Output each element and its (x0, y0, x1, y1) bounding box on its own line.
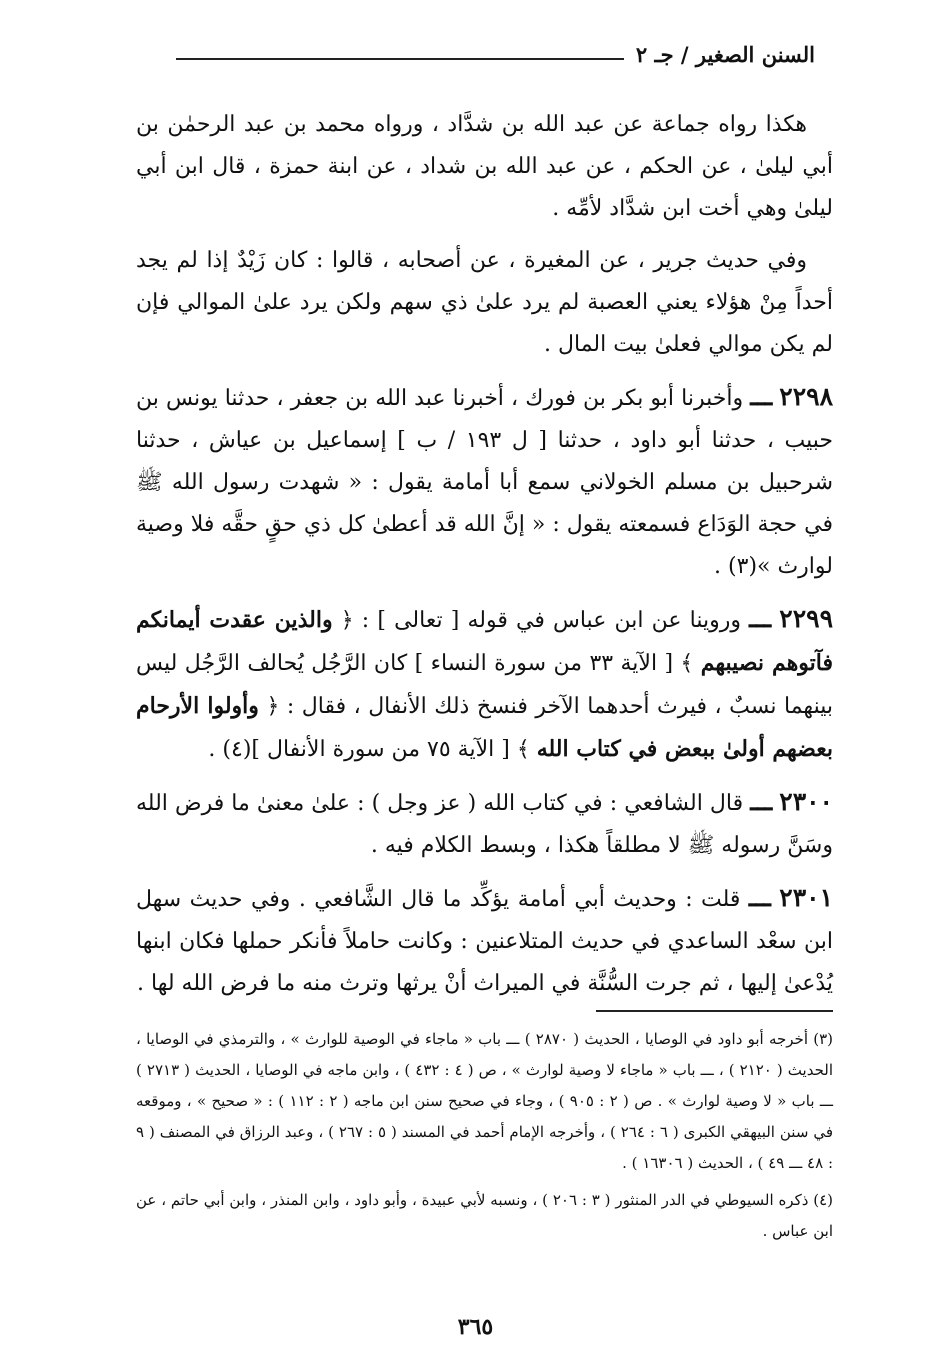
quran-verse-2: وأولوا الأرحام بعضهم أولىٰ ببعض في كتاب الله (136, 693, 833, 762)
hadith-2299 (136, 598, 833, 771)
paragraph-1: هكذا رواه جماعة عن عبد الله بن شدَّاد ، ورواه محمد بن عبد الرحمٰن بن أبي ليلىٰ ، عن الحكم ، عن عبد الله بن شداد ، عن ابنة حمزة ، قال ابن أبي ليلىٰ وهي أخت ابن شدَّاد لأمِّه . (136, 112, 833, 221)
hadith-number-2300: ٢٣٠٠ (779, 787, 833, 816)
hadith-2301 (136, 877, 833, 1005)
hadith-2300 (136, 781, 833, 867)
footnote-4: (٤) ذكره السيوطي في الدر المنثور ( ٣ : ٢٠٦ ) ، ونسبه لأبي عبيدة ، وأبو داود ، وابن المنذر ، وابن أبي حاتم ، عن ابن عباس . (136, 1191, 834, 1240)
quran-verse-1: والذين عقدت أيمانكم فآتوهم نصيبهم (136, 607, 834, 676)
footnotes (136, 1024, 833, 1253)
header-rule (176, 58, 624, 60)
paragraph-2: وفي حديث جرير ، عن المغيرة ، عن أصحابه ، قالوا : كان زَيْدٌ إذا لم يجد أحداً مِنْ هؤلاء يعني العصبة لم يرد علىٰ ذي سهم ولكن يرد علىٰ الموالي فإن لم يكن موالي فعلىٰ بيت المال . (136, 248, 833, 357)
footnote-divider (596, 1010, 833, 1012)
hadith-text-2299-a: وروينا عن ابن عباس في قوله [ تعالى ] : ﴿ (340, 608, 741, 633)
hadith-dash: ـــ (749, 604, 772, 633)
hadith-number-2298: ٢٢٩٨ (779, 382, 833, 411)
hadith-dash: ـــ (750, 787, 773, 816)
running-header (176, 42, 815, 67)
hadith-number-2301: ٢٣٠١ (779, 883, 833, 912)
running-title: السنن الصغير / جـ ٢ (635, 42, 815, 67)
hadith-dash: ـــ (748, 883, 771, 912)
page-number: ٣٦٥ (457, 1314, 494, 1340)
hadith-text-2298: وأخبرنا أبو بكر بن فورك ، أخبرنا عبد الله بن جعفر ، حدثنا يونس بن حبيب ، حدثنا أبو داود ، حدثنا [ ل ١٩٣ / ب ] إسماعيل بن عياش ، حدثنا شرحبيل بن مسلم الخولاني سمع أبا أمامة يقول : « شهدت رسول الله ﷺ في حجة الوَدَاع فسمعته يقول : « إنَّ الله قد أعطىٰ كل ذي حقٍ حقَّه فلا وصية لوارث »(٣) . (136, 386, 834, 579)
footnote-3: (٣) أخرجه أبو داود في الوصايا ، الحديث ( ٢٨٧٠ ) ـــ باب « ماجاء في الوصية للوارث » ، والترمذي في الوصايا ، الحديث ( ٢١٢٠ ) ، ـــ باب « ماجاء لا وصية لوارث » ، ص ( ٤ : ٤٣٢ ) ، وابن ماجه في الوصايا ، الحديث ( ٢٧١٣ ) ـــ باب « لا وصية لوارث » . ص ( ٢ : ٩٠٥ ) ، وجاء في صحيح سنن ابن ماجه ( ٢ : ١١٢ ) : « صحيح » ، وموقعه في سنن البيهقي الكبرى ( ٦ : ٢٦٤ ) ، وأخرجه الإمام أحمد في المسند ( ٥ : ٢٦٧ ) ، وعبد الرزاق في المصنف ( ٩ : ٤٨ ـــ ٤٩ ) ، الحديث ( ١٦٣٠٦ ) . (136, 1030, 834, 1172)
hadith-text-2299-c: ﴾ [ الآية ٣٣ من سورة النساء ] كان الرَّجُل يُحالف الرَّجُل ليس بينهما نسبٌ ، فيرث أحدهما الآخر فنسخ ذلك الأنفال ، فقال : ﴿ (136, 651, 833, 719)
main-text (136, 104, 833, 1015)
hadith-number-2299: ٢٢٩٩ (779, 604, 833, 633)
hadith-text-2300: قال الشافعي : في كتاب الله ( عز وجل ) : علىٰ معنىٰ ما فرض الله وسَنَّ رسوله ﷺ لا مطلقاً هكذا ، وبسط الكلام فيه . (136, 791, 833, 858)
hadith-dash: ـــ (750, 382, 773, 411)
hadith-text-2301: قلت : وحديث أبي أمامة يؤكِّد ما قال الشَّافعي . وفي حديث سهل ابن سعْد الساعدي في حديث المتلاعنين : وكانت حاملاً فأنكر حملها فكان ابنها يُدْعىٰ إليها ، ثم جرت السُّنَّة في الميراث أنْ يرثها وترث منه ما فرض الله لها . (136, 887, 833, 996)
hadith-text-2299-e: ﴾ [ الآية ٧٥ من سورة الأنفال ](٤) . (208, 737, 530, 762)
hadith-2298 (136, 376, 833, 588)
